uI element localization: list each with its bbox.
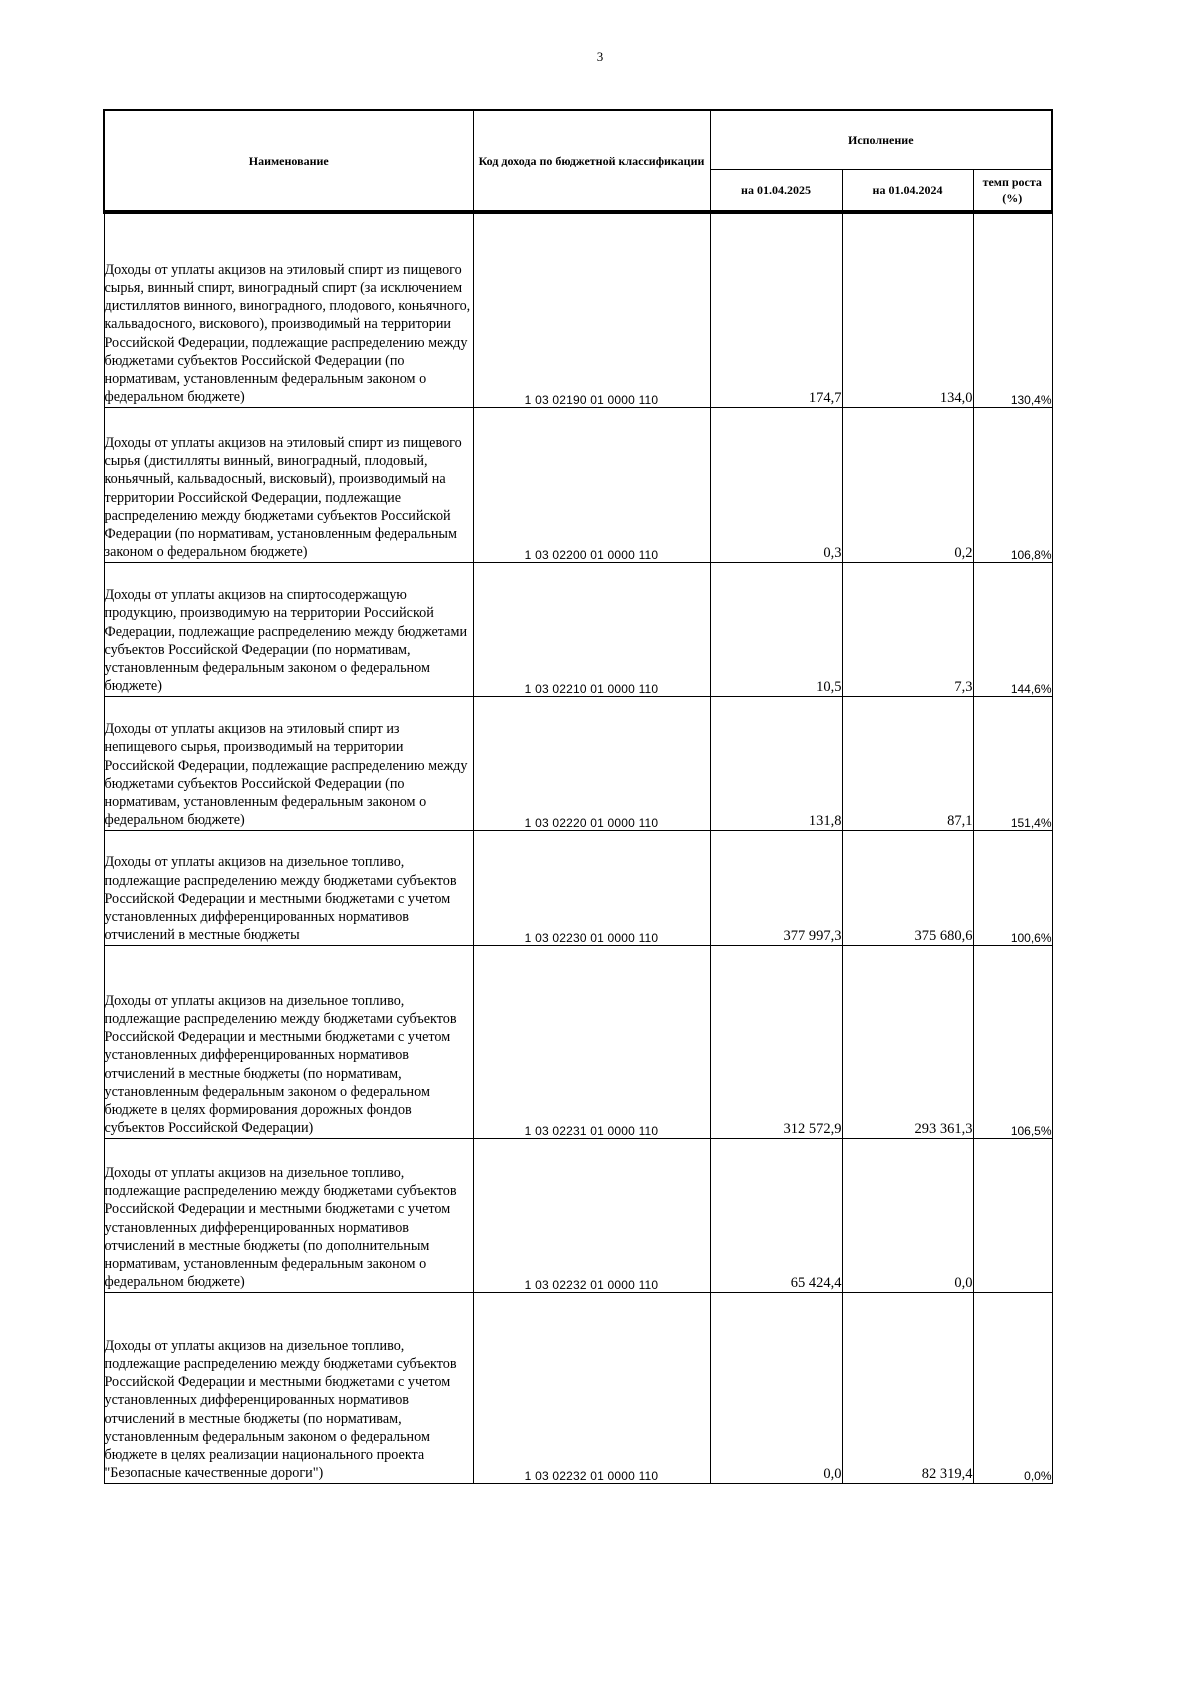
row-value-2025: 65 424,4: [710, 1138, 842, 1292]
row-value-2024: 134,0: [842, 212, 973, 407]
header-code: Код дохода по бюджетной классификации: [473, 110, 710, 212]
row-code: 1 03 02190 01 0000 110: [473, 212, 710, 407]
row-code: 1 03 02230 01 0000 110: [473, 830, 710, 945]
row-value-2025: 10,5: [710, 562, 842, 696]
header-date-2024: на 01.04.2024: [842, 170, 973, 213]
page-number: 3: [596, 49, 604, 64]
header-growth: темп роста (%): [973, 170, 1052, 213]
row-code: 1 03 02200 01 0000 110: [473, 407, 710, 562]
header-date-2025: на 01.04.2025: [710, 170, 842, 213]
row-code: 1 03 02220 01 0000 110: [473, 696, 710, 830]
table-row: [104, 212, 1052, 407]
row-name: Доходы от уплаты акцизов на этиловый спирт из пищевого сырья, винный спирт, виноградный спирт (за исключением дистиллятов винного, виноградного, плодового, коньячного, кальвадосного, вискового), производимый на территории Российской Федерации, подлежащие распределению между бюджетами субъектов Российской Федерации (по нормативам, установленным федеральным законом о федеральном бюджете): [104, 212, 473, 407]
row-name: Доходы от уплаты акцизов на спиртосодержащую продукцию, производимую на территории Российской Федерации, подлежащие распределению между бюджетами субъектов Российской Федерации (по нормативам, установленным федеральным законом о федеральном бюджете): [104, 562, 473, 696]
row-name: Доходы от уплаты акцизов на этиловый спирт из непищевого сырья, производимый на территории Российской Федерации, подлежащие распределению между бюджетами субъектов Российской Федерации (по нормативам, установленным федеральным законом о федеральном бюджете): [104, 696, 473, 830]
table-row: [104, 830, 1052, 945]
revenue-table: [103, 109, 1053, 1484]
row-name: Доходы от уплаты акцизов на дизельное топливо, подлежащие распределению между бюджетами субъектов Российской Федерации и местными бюджетами с учетом установленных дифференцированных нормативов отчислений в местные бюджеты (по нормативам, установленным федеральным законом о федеральном бюджете в целях реализации национального проекта "Безопасные качественные дороги"): [104, 1292, 473, 1483]
table-row: [104, 407, 1052, 562]
row-value-2025: 0,0: [710, 1292, 842, 1483]
row-code: 1 03 02210 01 0000 110: [473, 562, 710, 696]
row-growth: 106,8%: [973, 407, 1052, 562]
row-growth: [973, 1138, 1052, 1292]
row-value-2024: 87,1: [842, 696, 973, 830]
row-growth: 0,0%: [973, 1292, 1052, 1483]
table-row: [104, 945, 1052, 1138]
row-name: Доходы от уплаты акцизов на дизельное топливо, подлежащие распределению между бюджетами субъектов Российской Федерации и местными бюджетами с учетом установленных дифференцированных нормативов отчислений в местные бюджеты: [104, 830, 473, 945]
row-value-2025: 312 572,9: [710, 945, 842, 1138]
row-name: Доходы от уплаты акцизов на дизельное топливо, подлежащие распределению между бюджетами субъектов Российской Федерации и местными бюджетами с учетом установленных дифференцированных нормативов отчислений в местные бюджеты (по нормативам, установленным федеральным законом о федеральном бюджете в целях формирования дорожных фондов субъектов Российской Федерации): [104, 945, 473, 1138]
header-execution: Исполнение: [710, 110, 1052, 170]
header-name: Наименование: [104, 110, 473, 212]
table-row: [104, 696, 1052, 830]
row-value-2024: 7,3: [842, 562, 973, 696]
row-value-2025: 174,7: [710, 212, 842, 407]
row-name: Доходы от уплаты акцизов на дизельное топливо, подлежащие распределению между бюджетами субъектов Российской Федерации и местными бюджетами с учетом установленных дифференцированных нормативов отчислений в местные бюджеты (по дополнительным нормативам, установленным федеральным законом о федеральном бюджете): [104, 1138, 473, 1292]
row-value-2024: 375 680,6: [842, 830, 973, 945]
table-row: [104, 1292, 1052, 1483]
row-growth: 130,4%: [973, 212, 1052, 407]
row-code: 1 03 02232 01 0000 110: [473, 1138, 710, 1292]
row-code: 1 03 02231 01 0000 110: [473, 945, 710, 1138]
row-name: Доходы от уплаты акцизов на этиловый спирт из пищевого сырья (дистилляты винный, виноградный, плодовый, коньячный, кальвадосный, висковый), производимый на территории Российской Федерации, подлежащие распределению между бюджетами субъектов Российской Федерации (по нормативам, установленным федеральным законом о федеральном бюджете): [104, 407, 473, 562]
row-value-2025: 377 997,3: [710, 830, 842, 945]
row-value-2024: 82 319,4: [842, 1292, 973, 1483]
row-growth: 106,5%: [973, 945, 1052, 1138]
row-code: 1 03 02232 01 0000 110: [473, 1292, 710, 1483]
row-value-2024: 293 361,3: [842, 945, 973, 1138]
row-growth: 144,6%: [973, 562, 1052, 696]
row-growth: 151,4%: [973, 696, 1052, 830]
row-value-2025: 131,8: [710, 696, 842, 830]
row-value-2025: 0,3: [710, 407, 842, 562]
table-row: [104, 562, 1052, 696]
table-row: [104, 1138, 1052, 1292]
row-value-2024: 0,2: [842, 407, 973, 562]
row-value-2024: 0,0: [842, 1138, 973, 1292]
row-growth: 100,6%: [973, 830, 1052, 945]
